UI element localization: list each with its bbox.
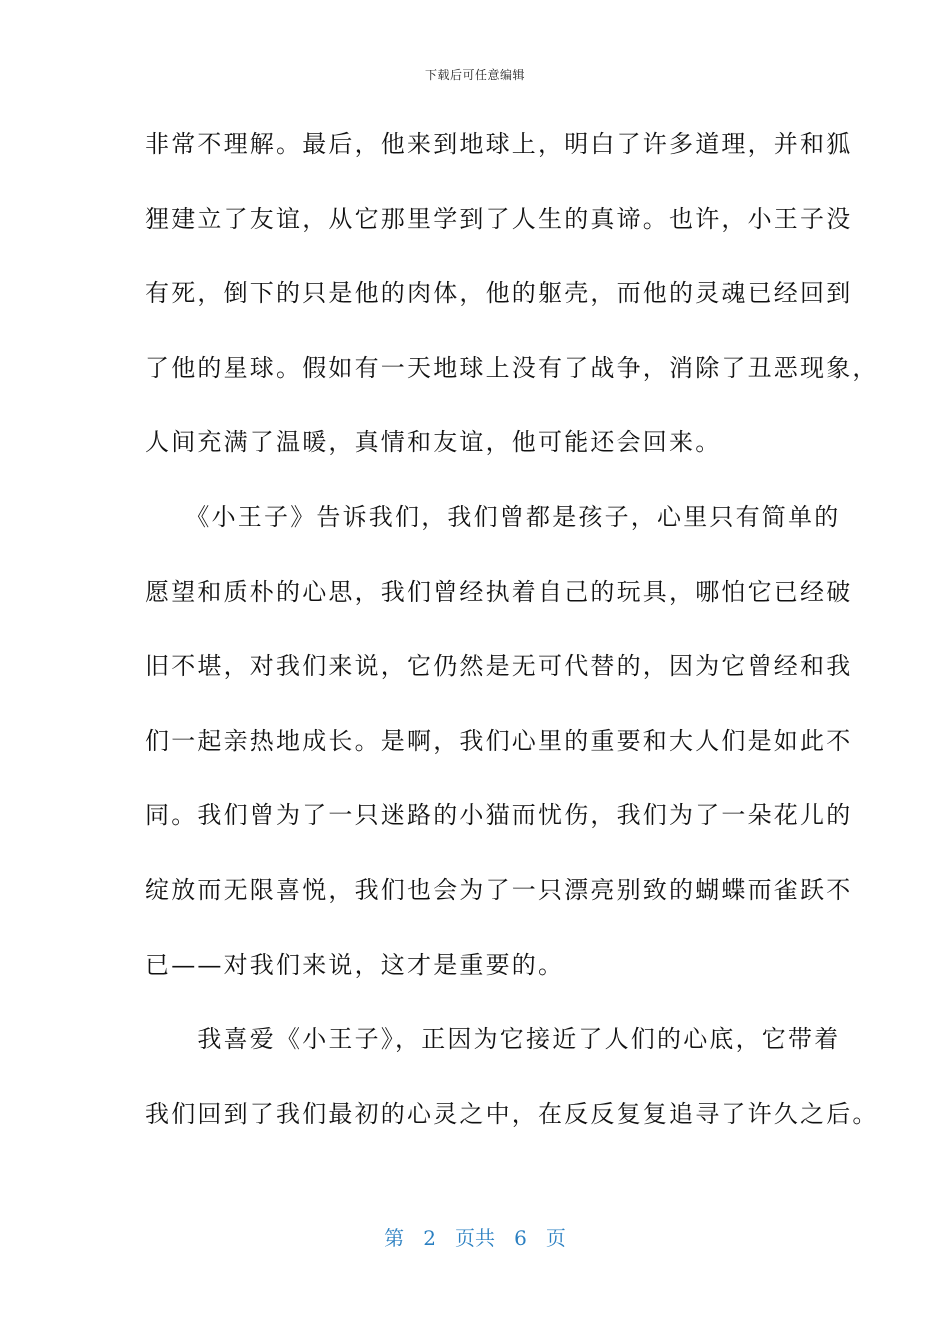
text-line: 《小王子》告诉我们，我们曾都是孩子，心里只有简单的 [145, 502, 841, 531]
page-header: 下载后可任意编辑 [424, 68, 525, 82]
text-line: 人间充满了温暖，真情和友谊，他可能还会回来。 [145, 428, 722, 457]
text-line: 同。我们曾为了一只迷路的小猫而忧伤，我们为了一朵花儿的 [145, 801, 853, 830]
footer-prefix: 第 [384, 1226, 405, 1250]
page-footer [0, 1222, 950, 1251]
text-line: 狸建立了友谊，从它那里学到了人生的真谛。也许，小王子没 [145, 204, 853, 233]
text-line: 已——对我们来说，这才是重要的。 [145, 950, 565, 979]
text-line: 非常不理解。最后，他来到地球上，明白了许多道理，并和狐 [145, 130, 853, 158]
text-line: 愿望和质朴的心思，我们曾经执着自己的玩具，哪怕它已经破 [145, 577, 853, 606]
footer-suffix: 页 [545, 1226, 566, 1250]
text-line: 我们回到了我们最初的心灵之中，在反反复复追寻了许久之后。 [145, 1099, 879, 1128]
current-page-number: 2 [423, 1226, 436, 1250]
footer-middle: 页共 [455, 1226, 495, 1250]
text-line: 我喜爱《小王子》，正因为它接近了人们的心底，它带着 [145, 1025, 841, 1054]
text-line: 了他的星球。假如有一天地球上没有了战争，消除了丑恶现象， [145, 353, 879, 382]
body-text [145, 119, 879, 1163]
total-pages-number: 6 [514, 1226, 527, 1250]
text-line: 旧不堪，对我们来说，它仍然是无可代替的，因为它曾经和我 [145, 652, 853, 681]
text-line: 绽放而无限喜悦，我们也会为了一只漂亮别致的蝴蝶而雀跃不 [145, 875, 853, 904]
text-line: 们一起亲热地成长。是啊，我们心里的重要和大人们是如此不 [145, 726, 853, 755]
text-line: 有死，倒下的只是他的肉体，他的躯壳，而他的灵魂已经回到 [145, 279, 853, 308]
